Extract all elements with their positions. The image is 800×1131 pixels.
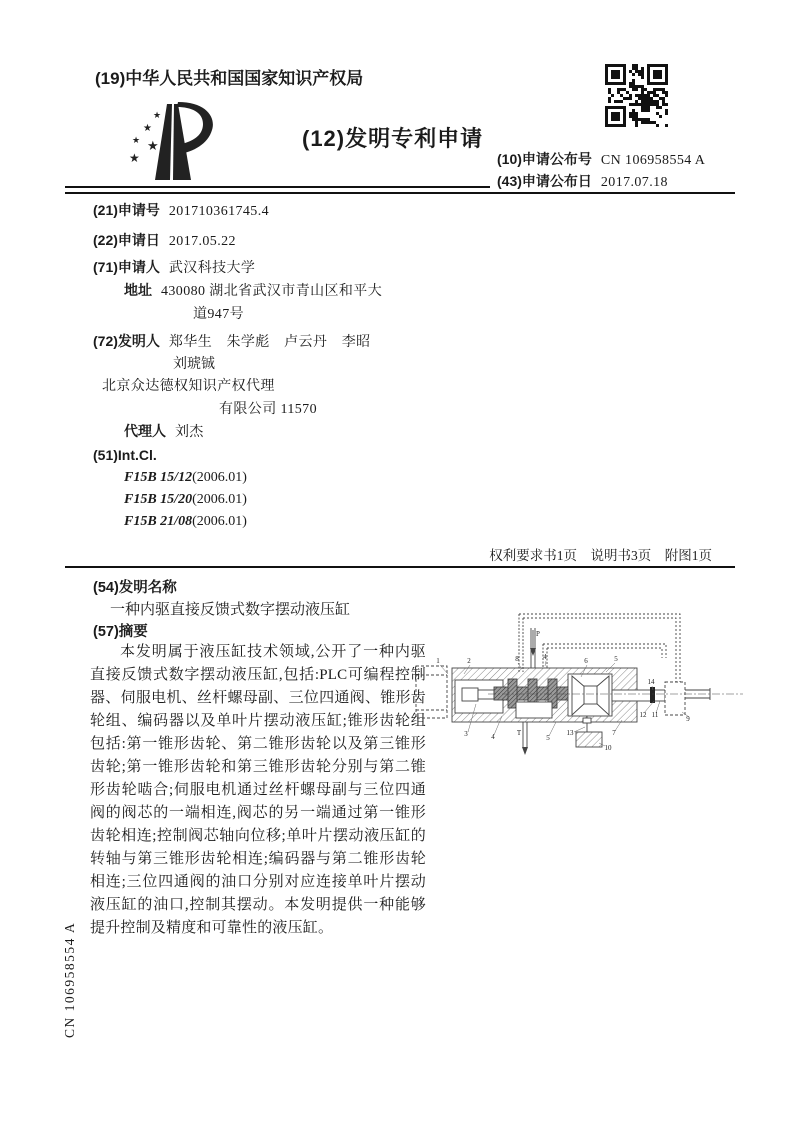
svg-text:5: 5 bbox=[614, 655, 618, 663]
svg-text:1: 1 bbox=[436, 657, 440, 665]
svg-text:★: ★ bbox=[143, 123, 152, 134]
pub-date-value: 2017.07.18 bbox=[600, 175, 668, 190]
agency-row bbox=[93, 375, 275, 395]
app-no-value: 201710361745.4 bbox=[168, 204, 270, 219]
side-publication-number: CN 106958554 A bbox=[62, 921, 77, 1038]
doc-type-title: (12)发明专利申请 bbox=[302, 126, 484, 151]
svg-text:8: 8 bbox=[515, 655, 519, 663]
applicant-row bbox=[93, 257, 255, 277]
ipc-code: F15B 15/20 bbox=[124, 492, 193, 507]
inventors-label: (72)发明人 bbox=[93, 333, 160, 349]
ipc-entry bbox=[124, 492, 247, 508]
application-number-row bbox=[93, 200, 269, 220]
applicant-label: (71)申请人 bbox=[93, 259, 160, 275]
invention-title: 一种内驱直接反馈式数字摆动液压缸 bbox=[110, 602, 351, 618]
ipc-version: (2006.01) bbox=[192, 492, 247, 507]
svg-text:★: ★ bbox=[147, 138, 159, 153]
ipc-version: (2006.01) bbox=[192, 514, 247, 529]
svg-text:3: 3 bbox=[464, 730, 468, 738]
svg-text:T: T bbox=[516, 729, 522, 737]
svg-text:P: P bbox=[536, 630, 540, 638]
pub-date-label: (43)申请公布日 bbox=[497, 173, 592, 189]
fig-coupling bbox=[650, 687, 655, 703]
pub-no-label: (10)申请公布号 bbox=[497, 151, 592, 167]
svg-text:12: 12 bbox=[639, 711, 647, 719]
ipc-code: F15B 15/12 bbox=[124, 470, 193, 485]
intcl-label: (51)Int.Cl. bbox=[93, 447, 157, 463]
inventors-line1: 郑华生 朱学彪 卢云丹 李昭 bbox=[168, 335, 371, 350]
ipc-entry bbox=[124, 470, 247, 486]
application-date-row bbox=[93, 230, 236, 250]
address-line1: 430080 湖北省武汉市青山区和平大 bbox=[161, 284, 383, 299]
svg-text:4: 4 bbox=[543, 653, 547, 661]
address-line2: 道947号 bbox=[193, 307, 244, 322]
svg-text:★: ★ bbox=[129, 151, 140, 165]
svg-text:★: ★ bbox=[132, 135, 141, 145]
header-divider-full bbox=[65, 192, 735, 195]
svg-text:5: 5 bbox=[546, 734, 550, 742]
svg-text:11: 11 bbox=[651, 711, 659, 719]
svg-text:2: 2 bbox=[467, 657, 471, 665]
patent-figure bbox=[408, 598, 753, 775]
pub-no-value: CN 106958554 A bbox=[600, 153, 706, 168]
abstract-text: 本发明属于液压缸技术领域,公开了一种内驱直接反馈式数字摆动液压缸,包括:PLC可编程控制器、伺服电机、丝杆螺母副、三位四通阀、锥形齿轮组、编码器以及单叶片摆动液压缸;锥形齿轮组包括:第一锥形齿轮、第二锥形齿轮以及第三锥形齿轮;第一锥形齿轮和第三锥形齿轮分别与第二锥形齿轮啮合;伺服电机通过丝杆螺母副与三位四通阀的阀芯的一端相连,阀芯的另一端通过第一锥形齿轮相连;控制阀芯轴向位移;单叶片摆动液压缸的转轴与第三锥形齿轮相连;编码器与第二锥形齿轮相连;三位四通阀的油口分别对应连接单叶片摆动液压缸的油口,控制其摆动。本发明提供一种能够提升控制及精度和可靠性的液压缸。 bbox=[90, 644, 426, 936]
qr-finder-tl bbox=[605, 64, 626, 85]
svg-text:4: 4 bbox=[491, 733, 495, 741]
header-divider-short bbox=[65, 186, 490, 188]
svg-text:9: 9 bbox=[686, 715, 690, 723]
patent-office: (19)中华人民共和国国家知识产权局 bbox=[95, 69, 364, 88]
ipc-entry bbox=[124, 514, 247, 530]
pages-info: 权利要求书1页 说明书3页 附图1页 bbox=[489, 548, 712, 563]
fig-t-arrow bbox=[522, 747, 528, 755]
section-divider bbox=[65, 566, 735, 568]
address-label: 地址 bbox=[124, 282, 152, 298]
app-no-label: (21)申请号 bbox=[93, 202, 160, 218]
fig-encoder-box bbox=[665, 682, 685, 715]
svg-text:★: ★ bbox=[153, 110, 162, 120]
svg-text:13: 13 bbox=[566, 729, 574, 737]
applicant-value: 武汉科技大学 bbox=[168, 261, 256, 276]
address-row bbox=[124, 280, 382, 300]
qr-finder-tr bbox=[647, 64, 668, 85]
cnipa-logo bbox=[123, 98, 215, 191]
publication-number bbox=[497, 149, 705, 169]
fig-feedback-line-inner bbox=[543, 644, 666, 658]
fig-weight bbox=[576, 732, 602, 747]
abstract-label: (57)摘要 bbox=[93, 624, 148, 640]
invention-title-label: (54)发明名称 bbox=[93, 580, 177, 596]
agent-value: 刘杰 bbox=[175, 425, 204, 440]
svg-text:7: 7 bbox=[612, 729, 616, 737]
svg-text:6: 6 bbox=[584, 657, 588, 665]
inventors-line2: 刘琥铖 bbox=[173, 357, 215, 372]
publication-date bbox=[497, 171, 668, 191]
app-date-value: 2017.05.22 bbox=[168, 234, 236, 249]
ipc-code: F15B 21/08 bbox=[124, 514, 193, 529]
agency-line1: 北京众达德权知识产权代理 bbox=[102, 379, 275, 394]
svg-text:10: 10 bbox=[604, 744, 612, 752]
agent-label: 代理人 bbox=[124, 423, 166, 439]
agency-line2: 有限公司 11570 bbox=[219, 402, 317, 417]
logo-stars bbox=[129, 110, 161, 165]
qr-code bbox=[605, 64, 668, 132]
inventors-row bbox=[93, 331, 371, 351]
qr-finder-bl bbox=[605, 106, 626, 127]
app-date-label: (22)申请日 bbox=[93, 232, 160, 248]
agent-row bbox=[124, 421, 204, 441]
ipc-version: (2006.01) bbox=[192, 470, 247, 485]
svg-text:14: 14 bbox=[647, 678, 655, 686]
